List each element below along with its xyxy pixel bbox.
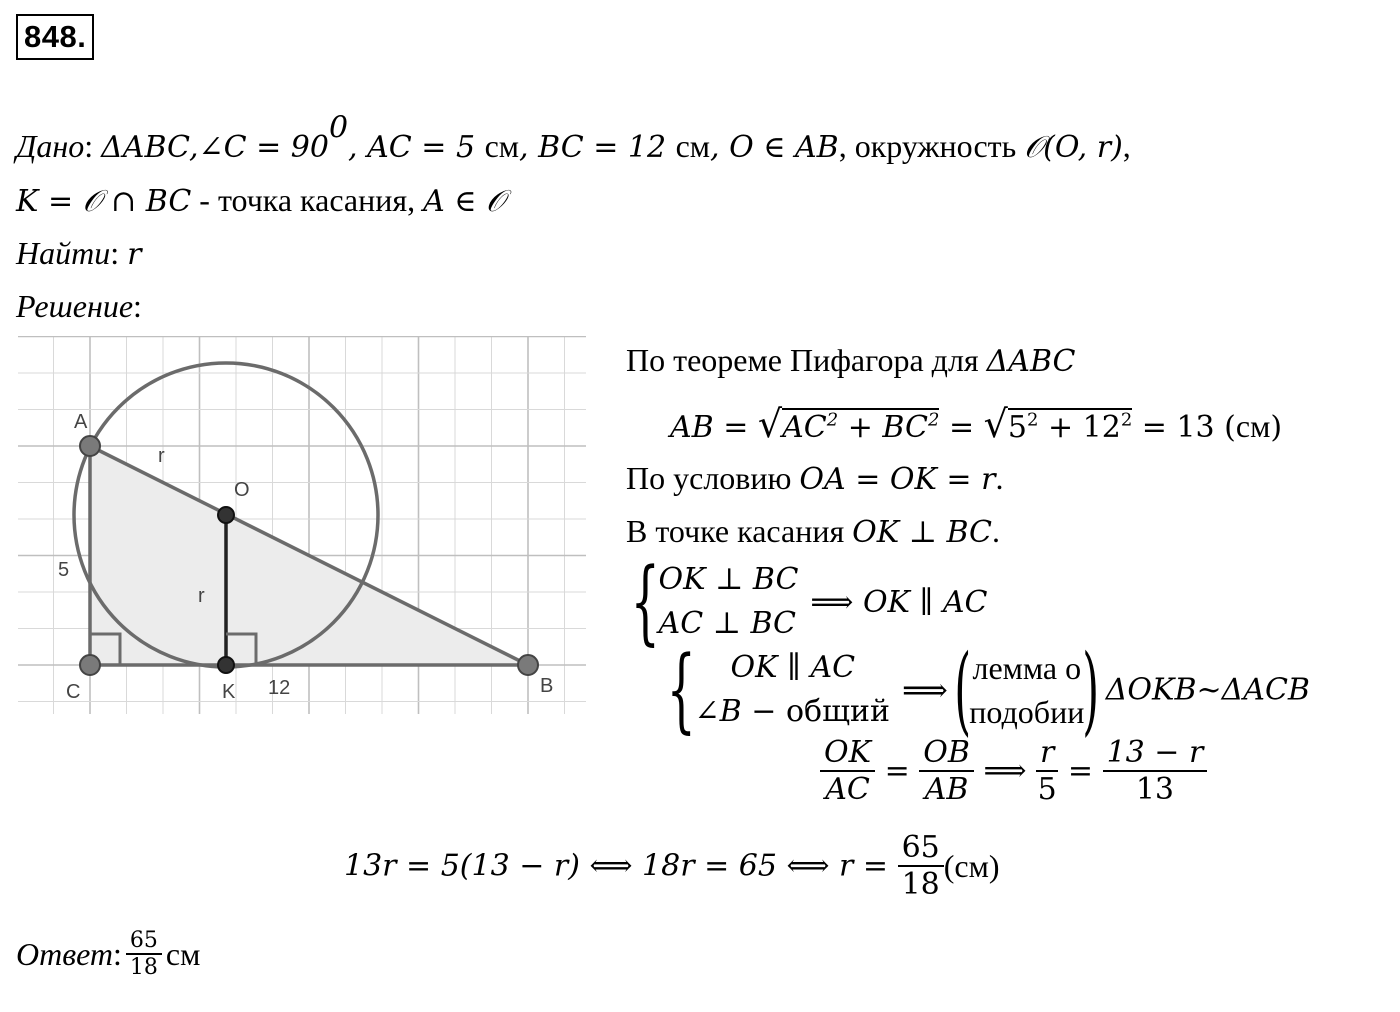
given-circle: 𝒪(O, r) xyxy=(1024,130,1123,165)
paren-right-icon: ) xyxy=(1082,634,1100,746)
given-line-2 xyxy=(16,180,505,222)
system-1-result: ⟹ OK ∥ AC xyxy=(810,584,988,620)
problem-number: 848. xyxy=(16,14,94,60)
system-2-line-1: OK ∥ AC xyxy=(730,650,856,685)
condition-math: OA = OK = r xyxy=(799,462,996,497)
lemma-lines xyxy=(969,646,1084,734)
implies-arrow: ⟹ xyxy=(901,671,948,709)
label-b: B xyxy=(540,675,554,697)
system-2 xyxy=(652,634,1310,746)
ratio-equation xyxy=(820,735,1207,807)
tangent-text: В точке касания xyxy=(626,513,853,549)
lemma-line-1: лемма о xyxy=(972,650,1082,686)
given-label: Дано xyxy=(16,128,85,164)
condition-text: По условию xyxy=(626,460,800,496)
point-c xyxy=(80,655,100,675)
label-side-5: 5 xyxy=(58,559,70,581)
given-circle-word: , окружность xyxy=(838,128,1025,164)
given-tangent-word: - точка касания, xyxy=(191,182,424,218)
pythagoras-text: По теореме Пифагора для xyxy=(626,342,987,378)
point-a xyxy=(80,436,100,456)
fraction-r-5: $\frac{r}{5}$ xyxy=(1037,735,1057,807)
answer-line: Ответ: $\frac{65}{18}$ см xyxy=(16,928,201,980)
answer-unit: см xyxy=(165,936,201,972)
system-1-line-2: AC ⊥ BC xyxy=(658,606,797,641)
point-b xyxy=(518,655,538,675)
sqrt-sign: √ xyxy=(983,402,1008,446)
fraction-ob-ab: $\frac{OB}{AB}$ xyxy=(919,735,974,807)
paren-left-icon: ( xyxy=(954,634,971,746)
point-k xyxy=(218,657,234,673)
final-equation xyxy=(344,830,1000,902)
radicand-1: $AC^2 + BC^2$ xyxy=(782,409,940,445)
fraction-13-r: $\frac{13 - r}{13}$ xyxy=(1103,735,1208,807)
given-o-on-ab: , O ∈ AB xyxy=(710,130,839,165)
answer-fraction: $\frac{65}{18}$ xyxy=(126,928,162,980)
brace-icon: { xyxy=(666,636,696,743)
step-ab-equation xyxy=(670,404,1282,448)
unit-cm: см xyxy=(484,128,520,164)
tangent-math: OK ⊥ BC xyxy=(852,515,993,550)
find-value: r xyxy=(127,237,142,272)
final-unit: (см) xyxy=(943,848,1000,884)
solution-line: Решение: xyxy=(16,288,142,324)
brace-icon: { xyxy=(630,548,660,655)
label-k: K xyxy=(222,681,236,703)
given-ac: , AC = 5 xyxy=(348,130,485,165)
unit-cm: см xyxy=(675,128,711,164)
pythagoras-math: ΔABC xyxy=(986,344,1076,379)
given-line-1: Дано: ΔABC,∠C = $90^0$, AC = 5 см, BC = 12 см, O ∈ AB, окружность 𝒪(O, r), xyxy=(16,110,1131,165)
ab-lhs: AB = xyxy=(670,410,758,445)
step-tangent xyxy=(626,511,1000,553)
system-2-lines xyxy=(695,646,890,734)
system-1-line-1: OK ⊥ BC xyxy=(658,562,799,597)
radicand-2: $5^2 + 12^2$ xyxy=(1007,409,1133,445)
equals: = xyxy=(939,410,984,445)
step-condition xyxy=(626,458,1003,500)
label-r-top: r xyxy=(158,445,165,467)
close-paren: ) xyxy=(1270,410,1283,445)
find-line: Найти: r xyxy=(16,235,142,272)
given-triangle: ΔABC,∠C = 90 xyxy=(101,130,329,165)
geometry-figure xyxy=(18,336,586,714)
given-a-on-circle: A ∈ 𝒪 xyxy=(423,184,505,219)
comma: , xyxy=(1122,128,1131,164)
equals: = xyxy=(1067,753,1094,789)
given-bc: , BC = 12 xyxy=(519,130,676,165)
degree-sup: 0 xyxy=(328,110,349,146)
final-chain: 13r = 5(13 − r) ⟺ 18r = 65 ⟺ r = xyxy=(344,848,898,884)
period: . xyxy=(992,513,1001,549)
implies-arrow: ⟹ xyxy=(983,753,1027,789)
fraction-ok-ac: $\frac{OK}{AC}$ xyxy=(820,735,875,807)
equals: = xyxy=(884,753,910,789)
label-side-12: 12 xyxy=(268,677,291,699)
unit-cm: см xyxy=(1235,408,1271,444)
ab-result: = 13 ( xyxy=(1132,410,1236,445)
lemma-line-2: подобии xyxy=(969,694,1085,730)
answer-label: Ответ xyxy=(16,936,113,972)
sqrt-sign: √ xyxy=(757,402,783,446)
fraction-65-18: $\frac{65}{18}$ xyxy=(898,830,944,902)
point-o xyxy=(218,507,234,523)
similarity-result: ΔOKB~ΔACB xyxy=(1105,672,1310,708)
system-1-lines xyxy=(659,558,799,646)
step-pythagoras xyxy=(626,340,1076,382)
solution-label: Решение xyxy=(16,288,134,324)
system-1 xyxy=(616,548,988,655)
find-label: Найти xyxy=(16,235,111,271)
label-r-mid: r xyxy=(198,585,205,607)
system-2-common: общий xyxy=(785,694,890,729)
system-2-angle: ∠B − xyxy=(694,694,786,729)
label-c: C xyxy=(66,681,81,703)
given-k-def: K = 𝒪 ∩ BC xyxy=(16,184,192,219)
period: . xyxy=(995,460,1004,496)
label-a: A xyxy=(74,411,88,433)
label-o: O xyxy=(234,479,250,501)
